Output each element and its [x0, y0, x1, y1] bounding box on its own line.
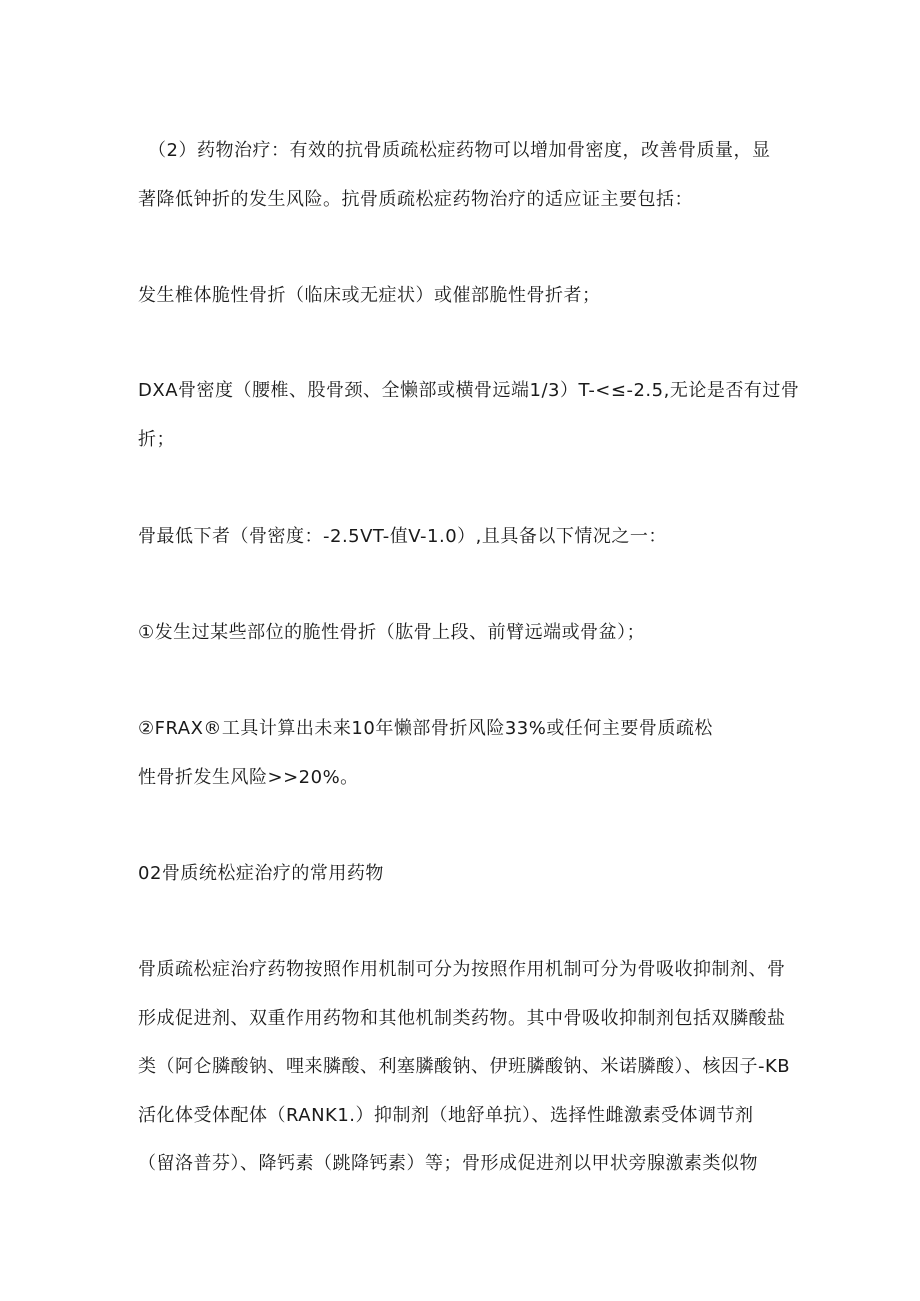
paragraph-drugs-line-4: 活化体受体配体（RANK1.）抑制剂（地舒单抗）、选择性雌激素受体调节剂 [138, 1105, 754, 1126]
indication-dxa-line-1: DXA骨密度（腰椎、股骨颈、全懒部或横骨远端1/3）T-<≤-2.5,无论是否有过骨 [138, 380, 800, 401]
paragraph-drugs-line-5: （留洛普芬）、降钙素（跳降钙素）等；骨形成促进剂以甲状旁腺激素类似物 [138, 1153, 758, 1174]
indication-low-bone-mass: 骨最低下者（骨密度：-2.5VT-值V-1.0）,且具备以下情况之一： [138, 526, 667, 547]
section-heading-02: 02骨质统松症治疗的常用药物 [138, 863, 384, 884]
paragraph-drug-therapy-line-1: （2）药物治疗：有效的抗骨质疏松症药物可以增加骨密度，改善骨质量，显 [148, 140, 771, 161]
condition-1: ①发生过某些部位的脆性骨折（肱骨上段、前臂远端或骨盆）； [138, 622, 646, 643]
condition-2-line-1: ②FRAX®工具计算出未来10年懒部骨折风险33%或任何主要骨质疏松 [138, 718, 713, 739]
paragraph-drugs-line-1: 骨质疏松症治疗药物按照作用机制可分为按照作用机制可分为骨吸收抑制剂、骨 [138, 959, 786, 980]
indication-vertebral-fracture: 发生椎体脆性骨折（临床或无症状）或催部脆性骨折者； [138, 285, 601, 306]
paragraph-drug-therapy-line-2: 著降低钟折的发生风险。抗骨质疏松症药物治疗的适应证主要包括： [138, 189, 693, 210]
indication-dxa-line-2: 折； [138, 429, 175, 450]
condition-2-line-2: 性骨折发生风险>>20%。 [138, 767, 359, 788]
paragraph-drugs-line-3: 类（阿仑膦酸钠、哩来膦酸、利塞膦酸钠、伊班膦酸钠、米诺膦酸）、核因子-KB [138, 1056, 791, 1077]
paragraph-drugs-line-2: 形成促进剂、双重作用药物和其他机制类药物。其中骨吸收抑制剂包括双膦酸盐 [138, 1008, 786, 1029]
